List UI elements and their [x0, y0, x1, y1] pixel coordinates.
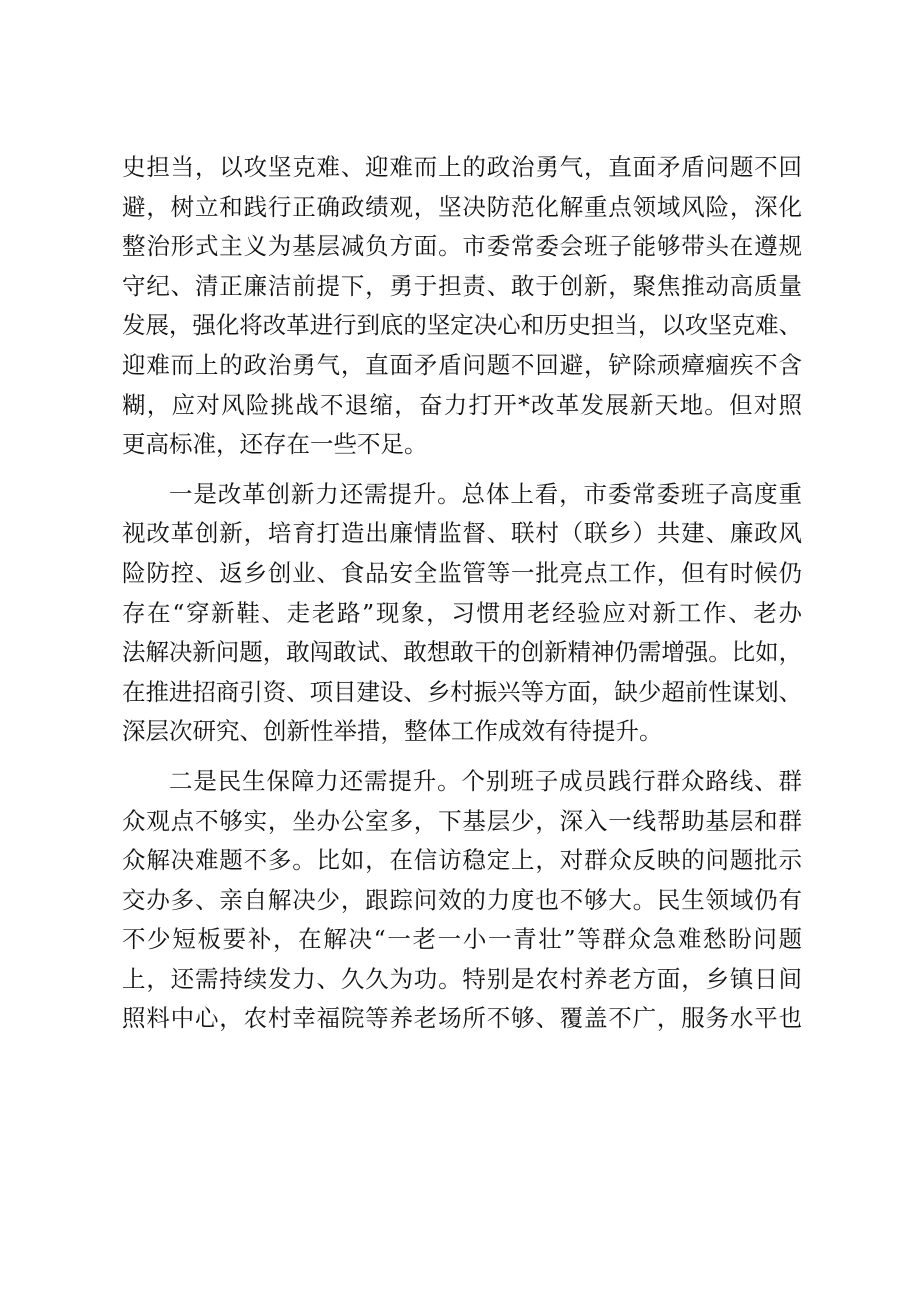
- text-line: 守纪、清正廉洁前提下，勇于担责、敢于创新，聚焦推动高质量: [122, 271, 802, 300]
- text-line: 避，树立和践行正确政绩观，坚决防范化解重点领域风险，深化: [122, 192, 802, 221]
- text-line: 迎难而上的政治勇气，直面矛盾问题不回避，铲除顽瘴痼疾不含: [122, 350, 802, 379]
- text-line: 深层次研究、创新性举措，整体工作成效有待提升。: [122, 717, 663, 746]
- text-line: 糊，应对风险挑战不退缩，奋力打开*改革发展新天地。但对照: [122, 390, 802, 419]
- text-line: 不少短板要补，在解决“一老一小一青壮”等群众急难愁盼问题: [122, 925, 802, 954]
- text-line: 存在“穿新鞋、走老路”现象，习惯用老经验应对新工作、老办: [122, 598, 802, 627]
- text-line: 法解决新问题，敢闯敢试、敢想敢干的创新精神仍需增强。比如，: [122, 638, 802, 667]
- paragraph-reform-innovation: [122, 475, 802, 752]
- text-line: 交办多、亲自解决少，跟踪问效的力度也不够大。民生领域仍有: [122, 885, 802, 914]
- text-line: 照料中心，农村幸福院等养老场所不够、覆盖不广，服务水平也: [122, 1004, 802, 1033]
- text-line: 视改革创新，培育打造出廉情监督、联村（联乡）共建、廉政风: [122, 519, 802, 548]
- text-line: 险防控、返乡创业、食品安全监管等一批亮点工作，但有时候仍: [122, 558, 802, 587]
- paragraph-livelihood: [122, 762, 802, 1039]
- text-line: 更高标准，还存在一些不足。: [122, 430, 428, 459]
- text-line: 众观点不够实，坐办公室多，下基层少，深入一线帮助基层和群: [122, 806, 802, 835]
- text-line: 众解决难题不多。比如，在信访稳定上，对群众反映的问题批示: [122, 846, 802, 875]
- paragraph-intro: [122, 148, 802, 465]
- text-line: 二是民生保障力还需提升。个别班子成员践行群众路线、群: [169, 766, 802, 795]
- text-line: 整治形式主义为基层减负方面。市委常委会班子能够带头在遵规: [122, 232, 802, 261]
- text-line: 在推进招商引资、项目建设、乡村振兴等方面，缺少超前性谋划、: [122, 677, 802, 706]
- text-line: 史担当，以攻坚克难、迎难而上的政治勇气，直面矛盾问题不回: [122, 153, 802, 181]
- text-line: 一是改革创新力还需提升。总体上看，市委常委班子高度重: [169, 479, 802, 508]
- text-line: 发展，强化将改革进行到底的坚定决心和历史担当，以攻坚克难、: [122, 311, 802, 340]
- document-body: [122, 148, 802, 1049]
- text-line: 上，还需持续发力、久久为功。特别是农村养老方面，乡镇日间: [122, 964, 802, 993]
